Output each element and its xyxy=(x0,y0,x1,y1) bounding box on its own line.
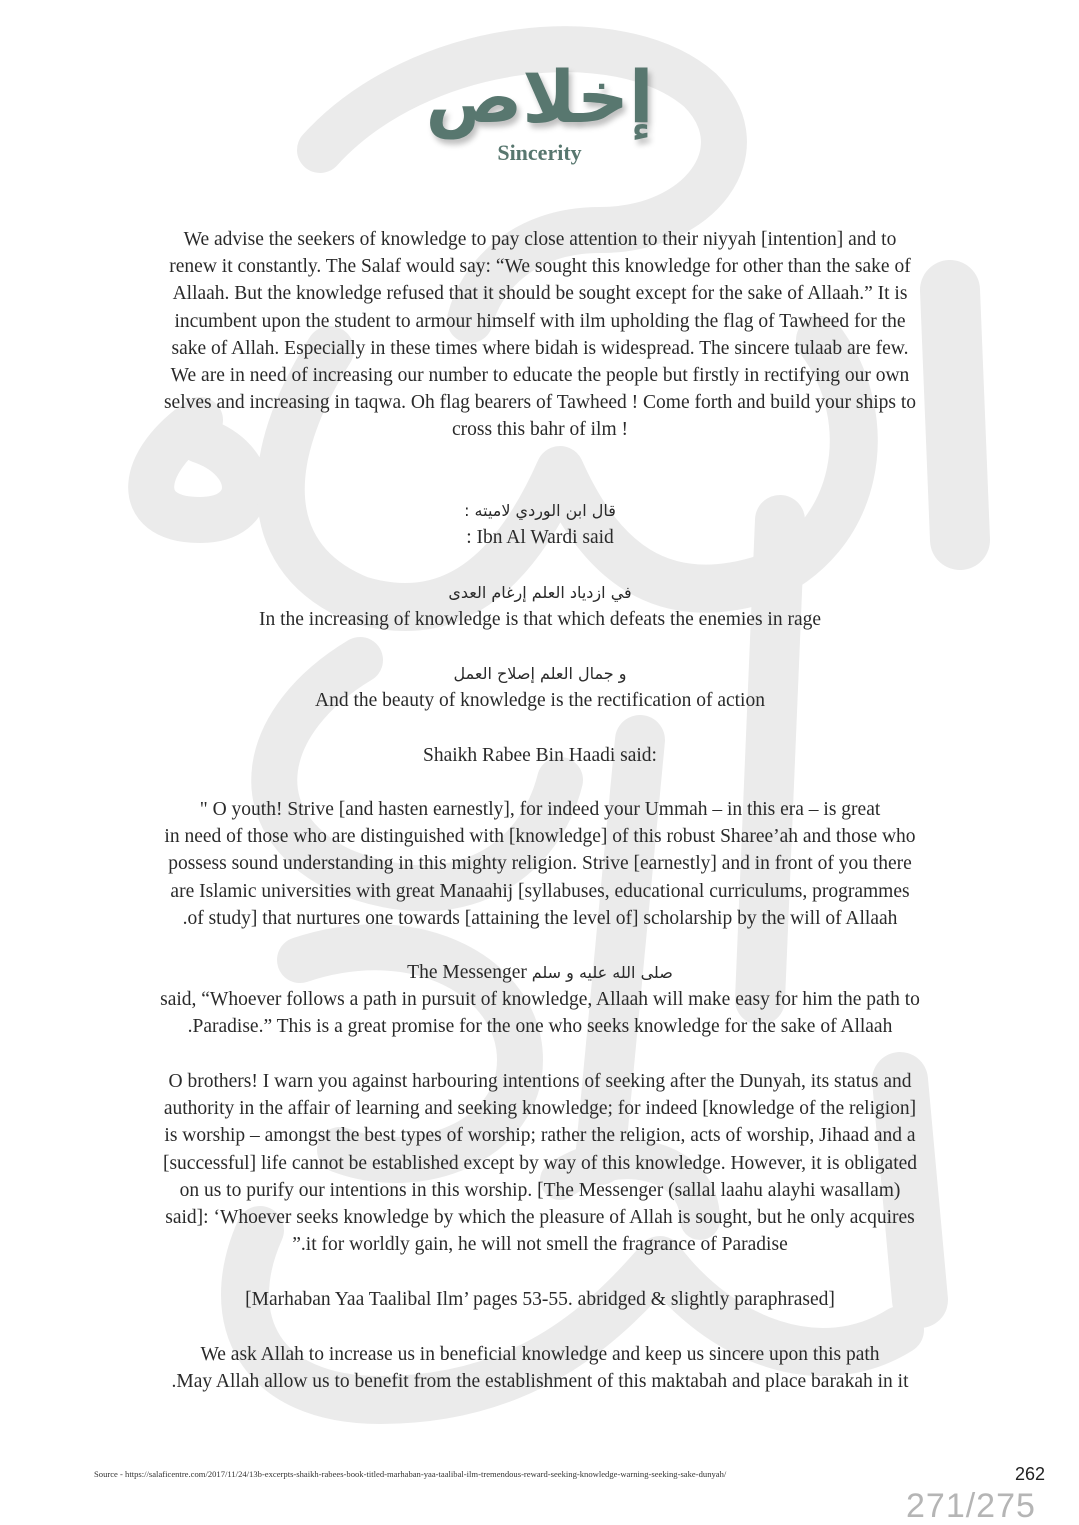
hadith-messenger-line xyxy=(110,959,970,986)
rabee-quote xyxy=(110,796,970,932)
rabee-line: are Islamic universities with great Manaahij [syllabuses, educational curriculums, programmes xyxy=(170,880,910,902)
rabee-line: .of study] that nurtures one towards [attaining the level of] scholarship by the will of Allaah xyxy=(182,907,898,929)
verse-2-english: And the beauty of knowledge is the rectification of action xyxy=(315,690,765,712)
messenger-english: The Messenger xyxy=(407,962,527,983)
verse-1-english: In the increasing of knowledge is that which defeats the enemies in rage xyxy=(258,609,822,631)
salawat-arabic: صلى الله عليه و سلم xyxy=(531,963,673,982)
verse-2 xyxy=(110,660,970,714)
ibn-wardi-english: : Ibn Al Wardi said xyxy=(466,527,614,549)
intro-paragraph xyxy=(110,226,970,444)
citation: [Marhaban Yaa Taalibal Ilm’ pages 53-55. abridged & slightly paraphrased] xyxy=(245,1289,835,1310)
rabee-line: possess sound understanding in this mighty religion. Strive [earnestly] and in front of you there xyxy=(168,853,912,875)
verse-1-arabic: في ازدياد العلم إرغام العدى xyxy=(448,583,632,602)
intro-line: We are in need of increasing our number to educate the people but firstly in rectifying our own xyxy=(170,364,910,386)
title-english: Sincerity xyxy=(497,140,582,165)
title-arabic: إخلاص xyxy=(425,55,654,139)
rabee-line: in need of those who are distinguished with [knowledge] of this robust Sharee’ah and those who xyxy=(164,826,916,848)
intro-line: renew it constantly. The Salaf would say: “We sought this knowledge for other than the sake of xyxy=(169,256,911,278)
ibn-wardi-intro xyxy=(110,497,970,551)
warning-line: is worship – amongst the best types of worship; rather the religion, acts of worship, Jihaad and a xyxy=(164,1125,916,1147)
intro-line: selves and increasing in taqwa. Oh flag bearers of Tawheed ! Come forth and build your ships to xyxy=(163,392,917,414)
warning-line: said]: ‘Whoever seeks knowledge by which the pleasure of Allah is sought, but he only acquires xyxy=(165,1206,915,1228)
closing-line: .May Allah allow us to benefit from the establishment of this maktabah and place barakah in it xyxy=(171,1371,909,1393)
intro-line: We advise the seekers of knowledge to pay close attention to their niyyah [intention] and to xyxy=(183,229,897,250)
intro-line: Allaah. But the knowledge refused that it should be sought except for the sake of Allaah.” It is xyxy=(172,283,908,305)
warning-line: authority in the affair of learning and seeking knowledge; for indeed [knowledge of the religion] xyxy=(163,1098,917,1120)
hadith-paragraph xyxy=(110,959,970,1041)
page-count-indicator: 271/275 xyxy=(906,1487,1036,1525)
warning-line: O brothers! I warn you against harbouring intentions of seeking after the Dunyah, its status and xyxy=(168,1071,912,1092)
ibn-wardi-arabic: قال ابن الوردي لاميته : xyxy=(464,501,616,520)
closing-line: We ask Allah to increase us in beneficial knowledge and keep us sincere upon this path xyxy=(200,1344,880,1365)
source-link[interactable]: Source - https://salaficentre.com/2017/11/24/13b-excerpts-shaikh-rabees-book-titled-marhaban-yaa-taalibal-ilm-tremendous-reward-seeking-knowledge-warning-seeking-sake-dunyah/ xyxy=(94,1469,727,1479)
verse-2-arabic: و جمال العلم إصلاح العمل xyxy=(453,664,627,683)
intro-line: cross this bahr of ilm ! xyxy=(451,419,628,441)
rabee-line: " O youth! Strive [and hasten earnestly], for indeed your Ummah – in this era – is great xyxy=(199,799,881,820)
page-number: 262 xyxy=(1015,1464,1046,1484)
warning-paragraph xyxy=(110,1068,970,1258)
intro-line: sake of Allah. Especially in these times where bidah is widespread. The sincere tulaab are few. xyxy=(171,337,909,359)
page-header xyxy=(0,56,1079,166)
warning-line: [successful] life cannot be established except by way of this knowledge. However, it is obligated xyxy=(162,1152,918,1174)
intro-line: incumbent upon the student to armour himself with ilm upholding the flag of Tawheed for the xyxy=(174,310,906,332)
warning-line: ”.it for worldly gain, he will not smell the fragrance of Paradise xyxy=(292,1234,788,1256)
verse-1 xyxy=(110,579,970,633)
hadith-line: .Paradise.” This is a great promise for the one who seeks knowledge for the sake of Allaah xyxy=(187,1016,893,1038)
closing-paragraph xyxy=(110,1341,970,1395)
warning-line: on us to purify our intentions in this worship. [The Messenger (sallal laahu alayhi wasallam) xyxy=(179,1179,901,1201)
rabee-heading: Shaikh Rabee Bin Haadi said: xyxy=(423,745,657,766)
hadith-line: said, “Whoever follows a path in pursuit of knowledge, Allaah will make easy for him the path to xyxy=(160,989,920,1011)
